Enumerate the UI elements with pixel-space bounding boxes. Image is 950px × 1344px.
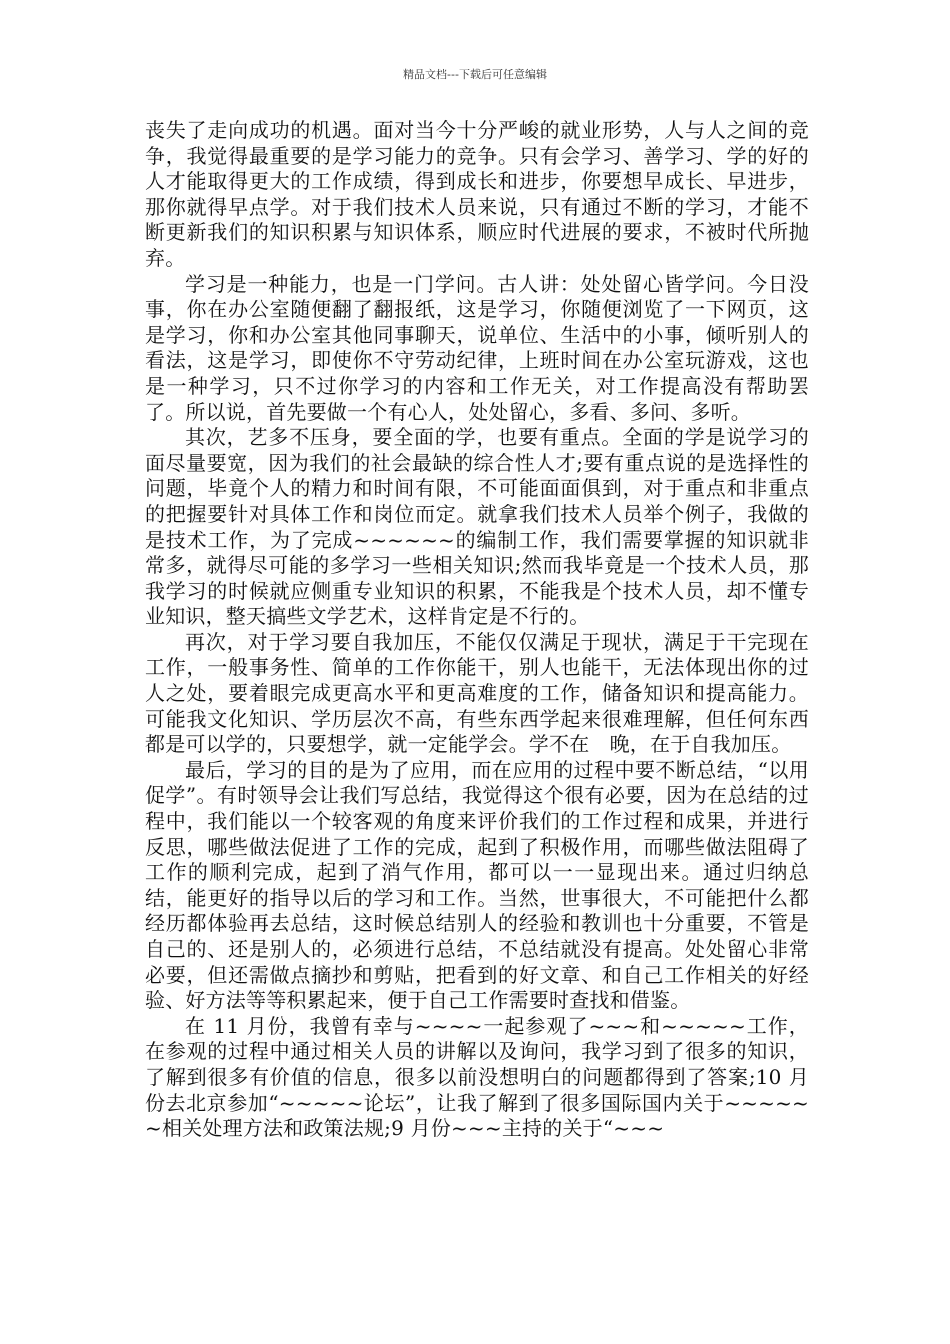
paragraph-learning-ability: 学习是一种能力，也是一门学问。古人讲：处处留心皆学问。今日没事，你在办公室随便翻了翻报纸，这是学习，你随便浏览了一下网页，这是学习，你和办公室其他同事聊天，说单位、生活中的小事，倾听别人的看法，这是学习，即使你不守劳动纪律，上班时间在办公室玩游戏，这也是一种学习，只不过你学习的内容和工作无关，对工作提高没有帮助罢了。所以说，首先要做一个有心人，处处留心，多看、多问、多听。 (145, 271, 809, 424)
page-header: 精品文档---下载后可任意编辑 (403, 68, 547, 81)
paragraph-continuation: 丧失了走向成功的机遇。面对当今十分严峻的就业形势，人与人之间的竞争，我觉得最重要的是学习能力的竞争。只有会学习、善学习、学的好的人才能取得更大的工作成绩，得到成长和进步，你要想早成长、早进步，那你就得早点学。对于我们技术人员来说，只有通过不断的学习，才能不断更新我们的知识积累与知识体系，顺应时代进展的要求，不被时代所抛弃。 (145, 118, 809, 270)
paragraph-self-pressure: 再次，对于学习要自我加压，不能仅仅满足于现状，满足于干完现在工作，一般事务性、简单的工作你能干，别人也能干，无法体现出你的过人之处，要着眼完成更高水平和更高难度的工作，储备知识和提高能力。可能我文化知识、学历层次不高，有些东西学起来很难理解，但任何东西都是可以学的，只要想学，就一定能学会。学不在 晚，在于自我加压。 (145, 629, 809, 757)
paragraph-focus: 其次，艺多不压身，要全面的学，也要有重点。全面的学是说学习的面尽量要宽，因为我们的社会最缺的综合性人才;要有重点说的是选择性的问题，毕竟个人的精力和时间有限，不可能面面俱到，对于重点和非重点的把握要针对具体工作和岗位而定。就拿我们技术人员举个例子，我做的是技术工作，为了完成~~~~~~的编制工作，我们需要掌握的知识就非常多，就得尽可能的多学习一些相关知识;然而我毕竟是一个技术人员，那我学习的时候就应侧重专业知识的积累，不能我是个技术人员，却不懂专业知识，整天搞些文学艺术，这样肯定是不行的。 (145, 425, 809, 629)
paragraph-summary: 最后，学习的目的是为了应用，而在应用的过程中要不断总结，“以用促学”。有时领导会让我们写总结，我觉得这个很有必要，因为在总结的过程中，我们能以一个较客观的角度来评价我们的工作过程和成果，并进行反思，哪些做法促进了工作的完成，起到了积极作用，而哪些做法阻碍了工作的顺利完成，起到了消气作用，都可以一一显现出来。通过归纳总结，能更好的指导以后的学习和工作。当然，世事很大，不可能把什么都经历都体验再去总结，这时候总结别人的经验和教训也十分重要，不管是自己的、还是别人的，必须进行总结，不总结就没有提高。处处留心非常必要，但还需做点摘抄和剪贴，把看到的好文章、和自己工作相关的好经验、好方法等等积累起来，便于自己工作需要时查找和借鉴。 (145, 757, 809, 1013)
paragraph-visits: 在 11 月份，我曾有幸与~~~~一起参观了~~~和~~~~~工作，在参观的过程中通过相关人员的讲解以及询问，我学习到了很多的知识，了解到很多有价值的信息，很多以前没想明白的问题都得到了答案;10 月份去北京参加“~~~~~论坛”，让我了解到了很多国际国内关于~~~~~~相关处理方法和政策法规;9 月份~~~主持的关于“~~~ (145, 1013, 809, 1141)
document-body (145, 118, 809, 1142)
